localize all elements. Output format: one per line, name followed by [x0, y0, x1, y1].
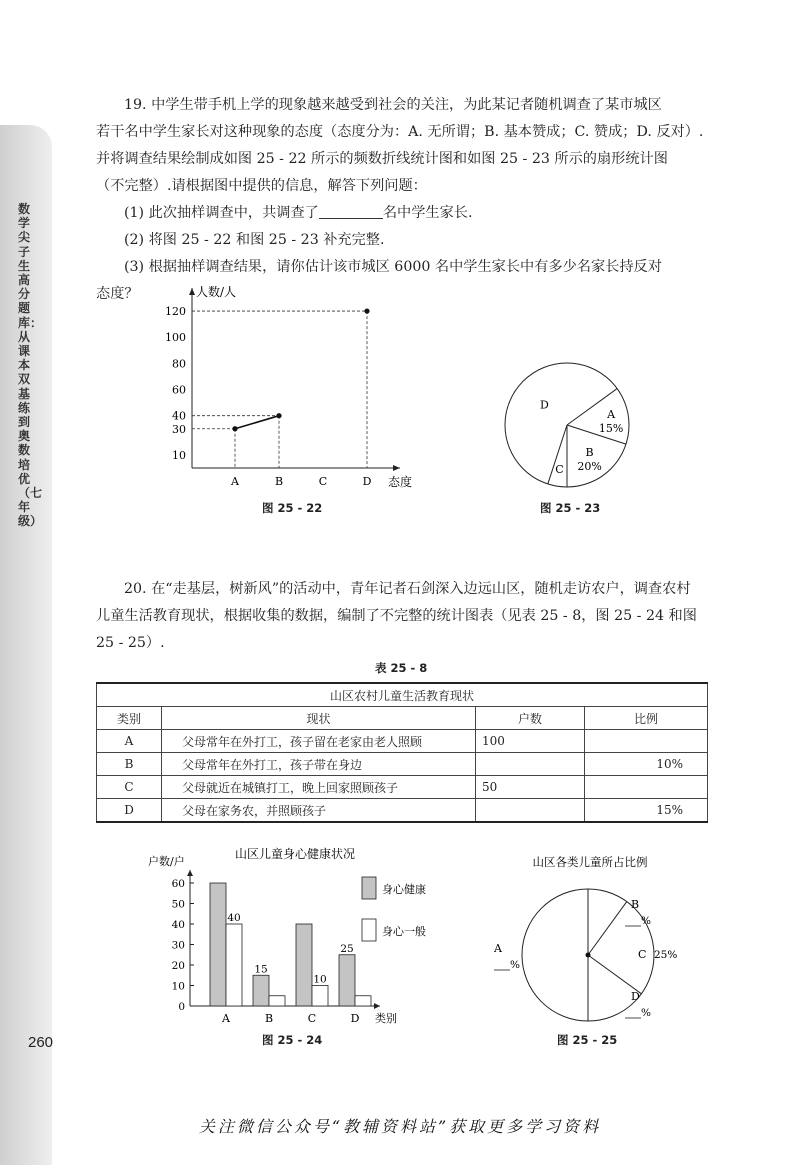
data-point	[364, 308, 369, 313]
figure-25-23-caption: 图 25 - 23	[540, 501, 601, 515]
q20-line-2: 儿童生活教育现状，根据收集的数据，编制了不完整的统计图表（见表 25 - 8，图 25 - 24 和图	[96, 608, 697, 624]
figure-25-23-pie-chart	[495, 350, 645, 500]
answer-blank	[319, 204, 383, 219]
table-cell: C	[97, 776, 162, 799]
pie-slice-label: D	[540, 398, 549, 412]
figure-25-22-line-chart	[150, 280, 420, 495]
y-tick-label: 50	[171, 898, 185, 911]
table-cell: A	[97, 730, 162, 753]
q19-sub2: (2) 将图 25 - 22 和图 25 - 23 补充完整.	[124, 232, 385, 248]
pie-slice-percent: %	[641, 915, 651, 927]
pie-slice-percent: 20%	[577, 460, 602, 474]
y-tick-label: 30	[171, 939, 185, 952]
q19-sub1-before: (1) 此次抽样调查中，共调查了	[124, 205, 319, 221]
x-tick-label: A	[222, 1012, 230, 1025]
bar-value-label: 10	[313, 973, 327, 986]
y-tick-label: 20	[171, 960, 185, 972]
q19-line-2: 若干名中学生家长对这种现象的态度（态度分为：A. 无所谓；B. 基本赞成；C. 赞成；D. 反对）.	[96, 124, 704, 140]
figure-25-25-pie-chart	[494, 850, 680, 1030]
bar-value-label: 40	[227, 912, 241, 924]
y-tick-label: 120	[165, 305, 186, 319]
table-caption: 表 25 - 8	[375, 661, 428, 675]
data-point	[232, 426, 237, 431]
table-cell: 100	[476, 730, 585, 753]
pie-slice-label: C	[638, 948, 647, 961]
table-cell: 父母就近在城镇打工，晚上回家照顾孩子	[162, 776, 476, 799]
table-title: 山区农村儿童生活教育现状	[97, 683, 708, 707]
figure-25-22-caption: 图 25 - 22	[262, 501, 323, 515]
pie-slice-label: B	[585, 446, 594, 460]
chart-title: 山区儿童身心健康状况	[234, 847, 356, 861]
bar	[226, 924, 242, 1006]
x-tick-label: D	[350, 1012, 360, 1025]
figure-25-25-caption: 图 25 - 25	[557, 1033, 618, 1047]
y-tick-label: 30	[172, 422, 186, 436]
legend-swatch	[362, 919, 376, 941]
pie-slice-percent: 25%	[654, 949, 678, 961]
data-point	[276, 413, 281, 418]
x-tick-label: A	[231, 475, 239, 488]
pie-slice-label: A	[607, 408, 616, 422]
x-axis-label: 态度	[388, 475, 413, 489]
pie-slice-percent: 15%	[598, 422, 624, 436]
q20-line-1: 20. 在“走基层，树新风”的活动中，青年记者石剑深入边远山区，随机走访农户，调查农村	[124, 581, 691, 597]
table-cell: 15%	[585, 799, 708, 823]
chart-title: 山区各类儿童所占比例	[532, 855, 648, 869]
y-tick-label: 60	[171, 878, 185, 890]
footer-note: 关注微信公众号“教辅资料站”获取更多学习资料	[198, 1117, 602, 1136]
table-cell: 父母常年在外打工，孩子留在老家由老人照顾	[162, 730, 476, 753]
table-cell: B	[97, 753, 162, 776]
legend-label: 身心健康	[382, 883, 426, 896]
bar	[296, 924, 312, 1006]
table-cell	[476, 799, 585, 823]
pie-slice-label: B	[631, 898, 640, 911]
table-header-ratio: 比例	[585, 707, 708, 730]
y-axis-label: 人数/人	[196, 285, 237, 299]
figure-25-24-bar-chart	[140, 840, 470, 1030]
x-axis-arrow-icon	[393, 465, 400, 471]
pie-slice-label: D	[631, 990, 640, 1003]
pie-center-dot	[586, 953, 591, 958]
x-axis-label: 类别	[375, 1012, 397, 1025]
table-25-8	[96, 682, 708, 823]
y-tick-label: 10	[171, 980, 185, 993]
table-cell	[585, 776, 708, 799]
table-cell: 10%	[585, 753, 708, 776]
q19-line-4: （不完整）.请根据图中提供的信息，解答下列问题：	[96, 178, 427, 194]
q19-sub1-after: 名中学生家长.	[382, 205, 473, 221]
table-row	[97, 730, 708, 753]
bar-value-label: 15	[254, 963, 268, 976]
table-cell: 父母在家务农，并照顾孩子	[162, 799, 476, 823]
y-tick-label: 80	[172, 357, 186, 371]
pie-slice-label: A	[494, 942, 502, 955]
y-tick-label: 100	[165, 331, 186, 345]
bar	[312, 986, 328, 1007]
x-tick-label: B	[274, 475, 284, 488]
y-tick-label: 60	[172, 383, 186, 397]
bar	[355, 996, 371, 1006]
legend-swatch	[362, 877, 376, 899]
table-row	[97, 753, 708, 776]
q20-line-3: 25 - 25）.	[96, 635, 165, 651]
y-tick-label: 40	[172, 409, 186, 423]
bar	[269, 996, 285, 1006]
book-title: 数学尖子生高分题库：从课本双基练到奥数培优（七年级）	[18, 202, 43, 529]
table-cell	[476, 753, 585, 776]
table-cell: D	[97, 799, 162, 823]
table-cell: 父母常年在外打工，孩子带在身边	[162, 753, 476, 776]
series-line	[235, 416, 279, 429]
y-axis-arrow-icon	[189, 288, 195, 295]
q19-sub3-line-2: 态度？	[96, 286, 139, 302]
table-row	[97, 799, 708, 823]
q19-sub1	[124, 200, 473, 227]
pie-slice-label: C	[555, 462, 564, 476]
page-number: 260	[28, 1034, 54, 1051]
table-cell	[585, 730, 708, 753]
figure-25-24-caption: 图 25 - 24	[262, 1033, 323, 1047]
legend-label: 身心一般	[382, 925, 426, 938]
bar	[339, 955, 355, 1006]
table-cell: 50	[476, 776, 585, 799]
bar	[210, 883, 226, 1006]
table-header-status: 现状	[162, 707, 476, 730]
y-tick-label: 40	[171, 919, 185, 931]
table-header-category: 类别	[97, 707, 162, 730]
bar-value-label: 25	[340, 942, 354, 955]
x-axis-arrow-icon	[374, 1003, 380, 1009]
q19-sub3-line-1: (3) 根据抽样调查结果，请你估计该市城区 6000 名中学生家长中有多少名家长持反对	[124, 259, 662, 275]
pie-slice-percent: %	[641, 1007, 651, 1019]
y-axis-label: 户数/户	[148, 855, 185, 868]
y-tick-label: 0	[178, 1001, 185, 1013]
x-tick-label: C	[307, 1012, 317, 1025]
x-tick-label: D	[362, 475, 372, 488]
x-tick-label: C	[318, 475, 328, 488]
q19-line-1: 19. 中学生带手机上学的现象越来越受到社会的关注，为此某记者随机调查了某市城区	[124, 97, 662, 113]
table-header-households: 户数	[476, 707, 585, 730]
pie-slice-percent: %	[510, 959, 520, 971]
q19-line-3: 并将调查结果绘制成如图 25 - 22 所示的频数折线统计图和如图 25 - 23 所示的扇形统计图	[96, 151, 668, 167]
x-tick-label: B	[264, 1012, 274, 1025]
bar	[253, 975, 269, 1006]
y-tick-label: 10	[172, 448, 186, 462]
y-axis-arrow-icon	[187, 870, 193, 876]
table-row	[97, 776, 708, 799]
